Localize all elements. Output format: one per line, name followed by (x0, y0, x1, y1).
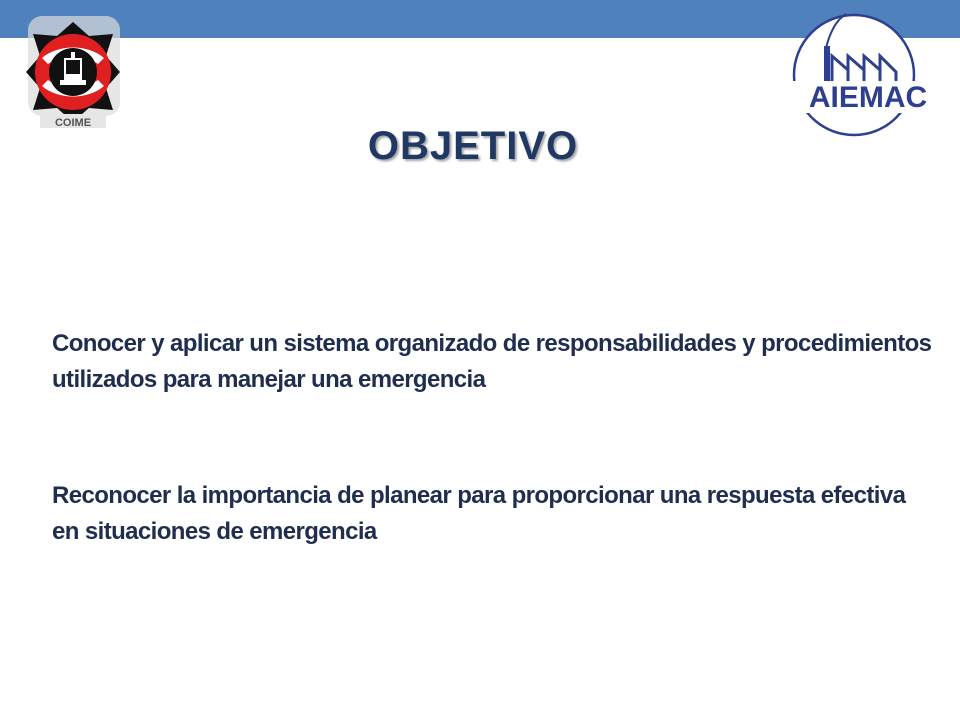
coime-logo (18, 14, 128, 130)
objective-paragraph-2: Reconocer la importancia de planear para proporcionar una respuesta efectiva en situaciones de emergencia (52, 482, 906, 545)
maltese-cross-emblem-icon (18, 14, 128, 130)
slide-title: OBJETIVO (367, 124, 579, 168)
aiemac-logo-text: AIEMAC (808, 81, 928, 114)
aiemac-logo (786, 6, 954, 140)
factory-circle-emblem-icon (786, 6, 954, 140)
objective-paragraph-1: Conocer y aplicar un sistema organizado de responsabilidades y procedimientos utilizados para manejar una emergencia (52, 330, 932, 393)
coime-logo-text: COIME (54, 117, 92, 129)
